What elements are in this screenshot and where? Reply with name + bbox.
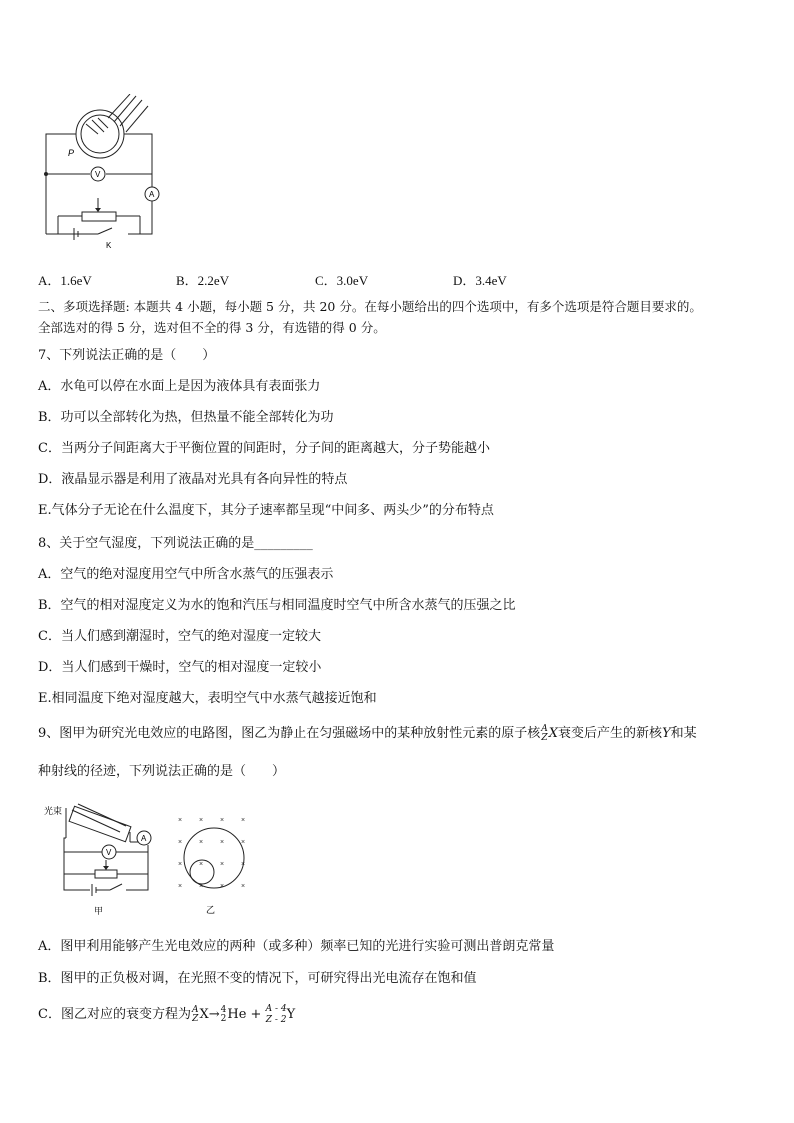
svg-text:×: × xyxy=(220,817,225,824)
helium-notation: 4 2 xyxy=(220,1004,227,1024)
q6-option-d: D．3.4eV xyxy=(453,273,507,288)
q8-option-d: D．当人们感到干燥时，空气的相对湿度一定较小 xyxy=(38,660,322,675)
svg-text:×: × xyxy=(178,861,183,868)
daughter-y-symbol: Y xyxy=(286,1007,296,1022)
svg-text:×: × xyxy=(220,861,225,868)
svg-text:×: × xyxy=(241,861,246,868)
svg-text:×: × xyxy=(241,883,246,890)
nucleus-y-symbol: Y xyxy=(662,726,671,741)
svg-text:×: × xyxy=(241,839,246,846)
svg-text:×: × xyxy=(199,817,204,824)
helium-symbol: He xyxy=(227,1007,247,1022)
q6-option-c: C．3.0eV xyxy=(315,273,369,288)
section2-instructions-line1: 二、多项选择题: 本题共 4 小题，每小题 5 分，共 20 分。在每小题给出的四个选项中，有多个选项是符合题目要求的。 xyxy=(38,299,702,314)
q9-stem-part3: 和某 xyxy=(670,726,697,741)
q9-stem-line2: 种射线的径迹，下列说法正确的是（ ） xyxy=(38,764,286,779)
q7-option-e: E.气体分子无论在什么温度下，其分子速率都呈现“中间多、两头少”的分布特点 xyxy=(38,503,494,518)
q6-option-a: A．1.6eV xyxy=(38,273,92,288)
q8-option-b: B．空气的相对湿度定义为水的饱和汽压与相同温度时空气中所含水蒸气的压强之比 xyxy=(38,598,516,613)
label-voltmeter-v: V xyxy=(106,848,112,857)
q9-option-c xyxy=(38,1003,295,1026)
section2-instructions-line2: 全部选对的得 5 分，选对但不全的得 3 分，有选错的得 0 分。 xyxy=(38,320,386,335)
q9-option-c-text: C．图乙对应的衰变方程为 xyxy=(38,1007,191,1022)
plus-sign: + xyxy=(250,1007,262,1022)
q9-stem-line1 xyxy=(38,722,697,743)
decay-x-notation: A Z xyxy=(191,1004,199,1024)
label-light-beam: 光束 xyxy=(44,806,63,816)
label-a: A xyxy=(149,190,155,199)
q7-option-b: B．功可以全部转化为热，但热量不能全部转化为功 xyxy=(38,410,334,425)
q9-option-b: B．图甲的正负极对调，在光照不变的情况下，可研究得出光电流存在饱和值 xyxy=(38,971,477,986)
q6-circuit-figure xyxy=(38,94,168,254)
q8-stem: 8、关于空气湿度，下列说法正确的是_________ xyxy=(38,536,313,551)
q8-option-e: E.相同温度下绝对湿度越大，表明空气中水蒸气越接近饱和 xyxy=(38,691,377,706)
decay-arrow: → xyxy=(208,1007,220,1022)
label-jia: 甲 xyxy=(94,906,104,916)
q7-option-a: A．水龟可以停在水面上是因为液体具有表面张力 xyxy=(38,379,321,394)
label-yi: 乙 xyxy=(206,905,216,915)
svg-text:×: × xyxy=(178,839,183,846)
daughter-notation: A - 4 Z - 2 xyxy=(265,1003,287,1025)
svg-text:×: × xyxy=(178,883,183,890)
nuclide-x-notation: A Z xyxy=(541,723,548,743)
q9-option-a: A．图甲利用能够产生光电效应的两种（或多种）频率已知的光进行实验可测出普朗克常量 xyxy=(38,939,555,954)
q9-stem-part1: 9、图甲为研究光电效应的电路图，图乙为静止在匀强磁场中的某种放射性元素的原子核 xyxy=(38,726,541,741)
label-p: P xyxy=(68,148,75,158)
q7-option-c: C．当两分子间距离大于平衡位置的间距时，分子间的距离越大，分子势能越小 xyxy=(38,441,490,456)
q8-option-a: A．空气的绝对湿度用空气中所含水蒸气的压强表示 xyxy=(38,567,334,582)
q7-stem: 7、下列说法正确的是（ ） xyxy=(38,348,216,363)
q9-figure-yi xyxy=(172,812,254,918)
decay-x-symbol: X xyxy=(199,1007,209,1022)
svg-text:×: × xyxy=(178,817,183,824)
q9-stem-part2: 衰变后产生的新核 xyxy=(558,726,663,741)
svg-text:×: × xyxy=(199,839,204,846)
svg-text:×: × xyxy=(241,817,246,824)
q8-option-c: C．当人们感到潮湿时，空气的绝对湿度一定较大 xyxy=(38,629,321,644)
svg-text:×: × xyxy=(220,883,225,890)
label-ammeter-a: A xyxy=(141,834,147,843)
label-v: V xyxy=(95,170,101,179)
q9-figure-jia xyxy=(40,798,158,920)
svg-text:×: × xyxy=(220,839,225,846)
nuclide-x-symbol: X xyxy=(548,726,559,741)
svg-text:×: × xyxy=(199,883,204,890)
label-k: K xyxy=(106,241,112,250)
svg-text:×: × xyxy=(199,861,204,868)
q6-option-b: B．2.2eV xyxy=(176,273,230,288)
q7-option-d: D．液晶显示器是利用了液晶对光具有各向异性的特点 xyxy=(38,472,348,487)
